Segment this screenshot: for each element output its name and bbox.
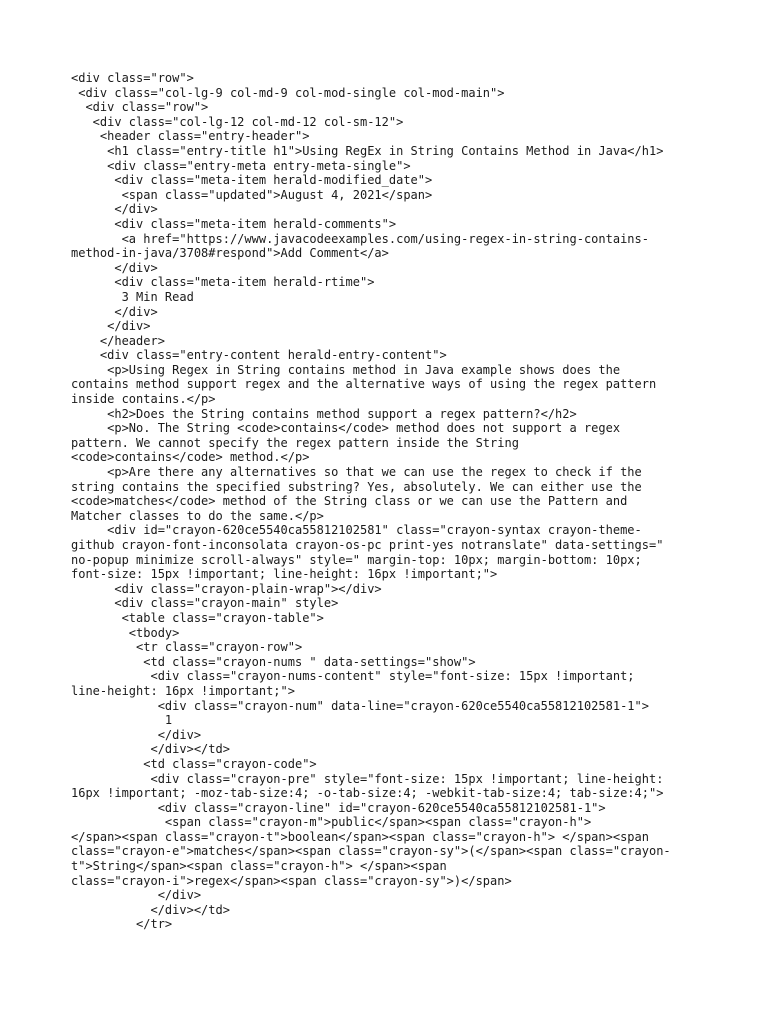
text-line: <code>matches</code> method of the String class or we can use the Pattern and — [71, 494, 628, 509]
text-line: <code>contains</code> method.</p> — [71, 450, 310, 465]
text-line: class="crayon-i">regex</span><span class="crayon-sy">)</span> — [71, 873, 512, 888]
text-line: <p>No. The String <code>contains</code> method does not support a regex — [71, 421, 621, 436]
text-line: <h1 class="entry-title h1">Using RegEx in String Contains Method in Java</h1> — [71, 143, 664, 158]
text-line: inside contains.</p> — [71, 392, 216, 407]
text-line: </div> — [71, 260, 158, 275]
text-line: font-size: 15px !important; line-height: 16px !important;"> — [71, 567, 498, 582]
text-line: <p>Are there any alternatives so that we can use the regex to check if the — [71, 465, 642, 480]
text-line: <a href="https://www.javacodeexamples.com/using-regex-in-string-contains- — [71, 231, 649, 246]
text-line: class="crayon-e">matches</span><span class="crayon-sy">(</span><span class="crayon- — [71, 844, 671, 859]
text-line: Matcher classes to do the same.</p> — [71, 508, 324, 523]
text-line: </tr> — [71, 917, 173, 932]
text-line: </div> — [71, 304, 158, 319]
text-line: <div class="crayon-plain-wrap"></div> — [71, 581, 382, 596]
text-line: no-popup minimize scroll-always" style=" margin-top: 10px; margin-bottom: 10px; — [71, 552, 642, 567]
text-line: <h2>Does the String contains method support a regex pattern?</h2> — [71, 406, 577, 421]
text-line: </div></td> — [71, 742, 230, 757]
text-line: </header> — [71, 333, 165, 348]
text-line: <div class="crayon-num" data-line="crayon-620ce5540ca55812102581-1"> — [71, 698, 649, 713]
text-line: method-in-java/3708#respond">Add Comment</a> — [71, 246, 389, 261]
text-line: </div> — [71, 888, 202, 903]
text-line: <div class="col-lg-12 col-md-12 col-sm-12"> — [71, 114, 404, 129]
text-line: <div class="meta-item herald-comments"> — [71, 216, 397, 231]
text-line: <div class="entry-content herald-entry-content"> — [71, 348, 447, 363]
text-line: github crayon-font-inconsolata crayon-os-pc print-yes notranslate" data-settings=" — [71, 538, 664, 552]
text-line: 16px !important; -moz-tab-size:4; -o-tab-size:4; -webkit-tab-size:4; tab-size:4;"> — [71, 786, 664, 801]
text-line: 3 Min Read — [71, 289, 194, 304]
text-line: <table class="crayon-table"> — [71, 610, 324, 625]
document-page — [71, 71, 701, 932]
text-line: <div class="meta-item herald-rtime"> — [71, 275, 375, 290]
text-line: </div> — [71, 727, 202, 742]
text-line: <p>Using Regex in String contains method in Java example shows does the — [71, 362, 621, 377]
text-line: <div class="meta-item herald-modified_date"> — [71, 173, 433, 188]
text-line: <span class="crayon-m">public</span><span class="crayon-h"> — [71, 815, 592, 830]
text-line: pattern. We cannot specify the regex pattern inside the String — [71, 435, 519, 450]
text-line: line-height: 16px !important;"> — [71, 683, 295, 698]
text-line: <tr class="crayon-row"> — [71, 640, 303, 655]
text-line: t">String</span><span class="crayon-h"> </span><span — [71, 859, 447, 874]
text-line: <div class="col-lg-9 col-md-9 col-mod-single col-mod-main"> — [71, 85, 505, 100]
text-line: <div class="crayon-main" style> — [71, 596, 339, 611]
text-line: <div class="crayon-nums-content" style="font-size: 15px !important; — [71, 669, 635, 684]
text-line: </div> — [71, 202, 158, 217]
text-line: string contains the specified substring? Yes, absolutely. We can either use the — [71, 479, 642, 494]
text-line: </span><span class="crayon-t">boolean</span><span class="crayon-h"> </span><span — [71, 829, 649, 844]
text-line: </div></td> — [71, 902, 230, 917]
text-line: <div class="entry-meta entry-meta-single"> — [71, 158, 411, 173]
text-line: <td class="crayon-nums " data-settings="show"> — [71, 654, 476, 669]
text-line: <div class="crayon-line" id="crayon-620ce5540ca55812102581-1"> — [71, 800, 606, 815]
text-line: <div class="crayon-pre" style="font-size: 15px !important; line-height: — [71, 771, 664, 786]
text-line: <div class="row"> — [71, 71, 194, 85]
text-line: <div class="row"> — [71, 100, 209, 115]
text-line: 1 — [71, 713, 173, 728]
text-line: <span class="updated">August 4, 2021</span> — [71, 187, 433, 202]
text-line: <td class="crayon-code"> — [71, 756, 317, 771]
text-line: <header class="entry-header"> — [71, 129, 310, 144]
text-line: </div> — [71, 319, 151, 334]
text-line: contains method support regex and the alternative ways of using the regex pattern — [71, 377, 657, 392]
text-line: <div id="crayon-620ce5540ca55812102581" class="crayon-syntax crayon-theme- — [71, 523, 642, 538]
text-line: <tbody> — [71, 625, 180, 640]
